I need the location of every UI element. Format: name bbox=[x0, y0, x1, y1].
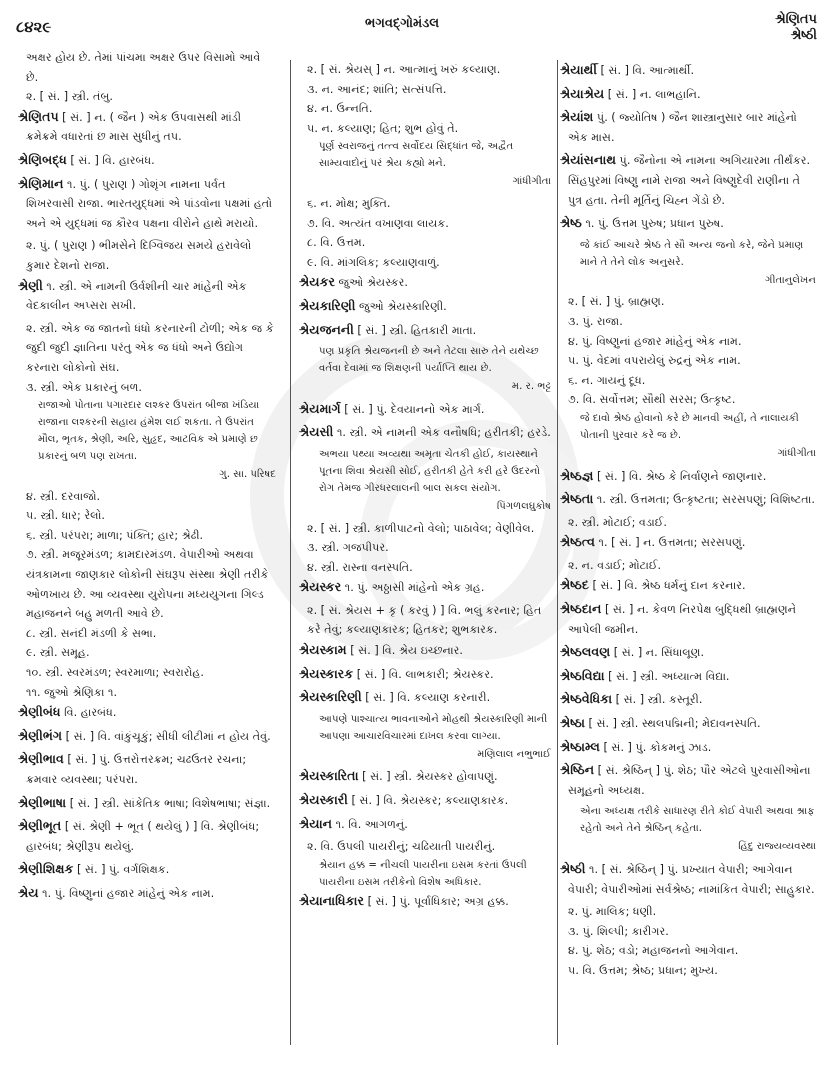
definition: ૧. સ્ત્રી. ઉત્તમતા; ઉત્કૃષ્ટતા; સરસપણું; વિશિષ્ટતા. bbox=[593, 493, 815, 507]
sub-sense: ૩. પું. શિલ્પી; કારીગર. bbox=[568, 924, 669, 938]
definition: [ સં. ] વિ. શ્રેય ઇચ્છનાર. bbox=[346, 644, 463, 658]
definition: ૧. પું. વિષ્ણુનાં હજાર માંહેનું એક નામ. bbox=[38, 886, 215, 900]
headword: શ્રેષ્ઠામ્લ bbox=[560, 738, 600, 754]
definition: [ સં. ] સ્ત્રી. અધ્યાત્મ વિદ્યા. bbox=[604, 669, 730, 683]
dictionary-entry bbox=[18, 726, 276, 747]
running-title: ભગવદ્ગોમંડલ bbox=[365, 16, 440, 31]
headword: શ્રેયાનાધિકાર bbox=[299, 892, 365, 908]
dictionary-entry bbox=[560, 689, 816, 710]
guide-word-first: શ્રેણિતપ bbox=[775, 12, 817, 27]
headword: શ્રેણિતપ bbox=[18, 108, 59, 124]
sub-sense: ૧૦. સ્ત્રી. સ્વરમંડળ; સ્વરમાળા; સ્વરારોહ. bbox=[26, 666, 204, 680]
sub-sense: ૨. [ સં. શ્રેયસ્ ] ન. આત્માનું ખરું કલ્યાણ. bbox=[307, 63, 501, 76]
definition: [ સં. ] પું. પૂર્વાધિકાર; અગ્ર હક્ક. bbox=[364, 894, 509, 908]
sub-sense: ૨. સ્ત્રી. એક જ જાતનો ધંધો કરનારની ટોળી; એક જ કે જુદી જુદી જ્ઞાતિના પરંતુ એક જ ધંધો અને ઉદ્યોગ કરનારા લોકોનો સંઘ. bbox=[26, 321, 274, 374]
definition: પું. જૈનોના એ નામના અગિયારમા તીર્થંકર. સિંહપુરમાં વિષ્ણુ નામે રાજા અને વિષ્ણુદેવી રાણીના તે પુત્ર હતા. તેની મૂર્તિનું ચિહ્ન ગેંડો છે. bbox=[568, 154, 811, 207]
dictionary-entry bbox=[299, 320, 551, 341]
definition: [ સં. ] વિ. લાભકારી; શ્રેયસ્કર. bbox=[353, 667, 494, 681]
sub-sense: ૮. વિ. ઉત્તમ. bbox=[307, 236, 366, 250]
dictionary-entry bbox=[560, 713, 816, 734]
headword: શ્રેષ્ઠદ bbox=[560, 577, 589, 593]
headword: શ્રેયાશ્રેય bbox=[560, 85, 605, 101]
dictionary-entry bbox=[299, 687, 551, 708]
dictionary-entry bbox=[560, 213, 816, 234]
column-right bbox=[560, 60, 816, 981]
sub-sense: ૨. પું. ( પુરાણ ) ભીમસેને દિગ્વિજય સમયે હરાવેલો કુમાર દેશનો રાજા. bbox=[26, 239, 252, 272]
guide-word-last: શ્રેષ્ઠી bbox=[790, 28, 817, 43]
dictionary-entry bbox=[299, 399, 551, 420]
headword: શ્રેયજનની bbox=[299, 321, 354, 337]
definition: [ સં. ] વિ. કલ્યાણ કરનારી. bbox=[361, 691, 491, 705]
headword: શ્રેયકારિણી bbox=[299, 297, 356, 313]
sub-sense: ૨. વિ. ઉપલી પાયરીનું; ચઢિયાતી પાયરીનું. bbox=[307, 840, 496, 854]
headword: શ્રેયાર્થી bbox=[560, 62, 597, 77]
dictionary-entry bbox=[560, 107, 816, 147]
sub-sense: ૫. ન. કલ્યાણ; હિત; શુભ હોવું તે. bbox=[307, 121, 459, 135]
headword: શ્રેષ્ઠતા bbox=[560, 491, 594, 507]
definition: [ સં. શ્રેષ્ઠિન્ ] પું. શેઠ; પૌર એટલે પુરવાસીઓના સમૂહનો અધ્યક્ષ. bbox=[568, 764, 811, 797]
dictionary-entry bbox=[18, 883, 276, 904]
dictionary-entry bbox=[299, 577, 551, 598]
headword: શ્રેણી bbox=[18, 277, 43, 293]
dictionary-entry bbox=[560, 737, 816, 758]
definition: [ સં. શ્રેણી + ભૂત ( થયેલું ) ] વિ. શ્રેણીબંધ; હારબંધ; શ્રેણીરૂપ થયેલું. bbox=[26, 820, 260, 853]
definition: [ સં. ] પું. ઉત્તરોત્તરક્રમ; ચઢઉતર રચના; ક્રમવાર વ્યવસ્થા; પરંપરા. bbox=[26, 753, 247, 786]
dictionary-entry bbox=[299, 891, 551, 912]
dictionary-entry bbox=[18, 150, 276, 171]
definition: [ સં. ] ન. સિંધાલૂણ. bbox=[610, 646, 705, 660]
definition: [ સં. ] ન. લાભહાનિ. bbox=[604, 87, 701, 101]
definition: ૧. [ સં. શ્રેષ્ઠિન્ ] પું. પ્રખ્યાત વેપારી; આગેવાન વેપારી; વેપારીઓમાં સર્વશ્રેષ્ઠ; નામાંકિત વેપારી; સાહુકાર. bbox=[568, 863, 815, 896]
definition: [ સં. ] ન. ( જૈન ) એક ઉપવાસથી માંડી ક્રમેક્રમે વધારતાં છ માસ સુધીનું તપ. bbox=[26, 110, 242, 144]
dictionary-entry bbox=[18, 749, 276, 789]
definition: ૧. પું. અઠ્ઠાસી માંહેનો એક ગ્રહ. bbox=[341, 581, 485, 595]
definition: [ સં. ] વિ. શ્રેષ્ઠ કે નિર્વાણને જાણનાર. bbox=[593, 469, 767, 483]
sub-sense: ૯. વિ. માંગલિક; કલ્યાણવાળું. bbox=[307, 255, 440, 269]
page-header bbox=[0, 6, 825, 46]
sub-sense: ૫. પું. વેદમાં વપરાયેલું રુદ્રનું એક નામ. bbox=[568, 354, 741, 368]
headword: શ્રેયસી bbox=[299, 424, 334, 440]
headword: શ્રેણીશિક્ષક bbox=[18, 861, 74, 877]
sub-sense: ૬. ન. મોક્ષ; મુક્તિ. bbox=[307, 196, 391, 210]
citation-source: ગાંધીગીતા bbox=[512, 176, 551, 188]
dictionary-entry bbox=[299, 296, 551, 317]
citation-source: મણિલાલ નભુભાઈ bbox=[477, 748, 551, 760]
definition: ૧. પું. ઉત્તમ પુરુષ; પ્રધાન પુરુષ. bbox=[581, 217, 724, 231]
definition: [ સં. ] પું. દેવયાનનો એક માર્ગ. bbox=[340, 402, 485, 416]
citation-source: ગાંધીગીતા bbox=[777, 447, 816, 459]
definition: વિ. હારબંધ. bbox=[60, 706, 117, 720]
headword: શ્રેયસ્કારિણી bbox=[299, 689, 362, 705]
dictionary-entry bbox=[560, 84, 816, 105]
sub-sense: ૫. વિ. ઉત્તમ; શ્રેષ્ઠ; પ્રધાન; મુખ્ય. bbox=[568, 963, 718, 977]
dictionary-entry bbox=[18, 816, 276, 856]
definition: [ સં. ] પું. કોકમનું ઝાડ. bbox=[599, 740, 712, 754]
citation-quote: પૂર્ણ સ્વરાજનું તત્ત્વ સર્વોદય સિદ્ધાંત જે, અદ્વૈત સામ્યવાદોનું પરં શ્રેય કહ્યો મને. bbox=[319, 141, 514, 170]
headword: શ્રેષ્ઠલવણ bbox=[560, 644, 611, 660]
headword: શ્રેણિબદ્ધ bbox=[18, 151, 67, 167]
citation-source: ગુ. સા. પરિષદ bbox=[219, 469, 276, 481]
definition: [ સં. ] સ્ત્રી. કસ્તૂરી. bbox=[612, 693, 703, 707]
sub-sense: ૪. ન. ઉન્નતિ. bbox=[307, 102, 373, 116]
headword: શ્રેયાંશ bbox=[560, 109, 594, 125]
headword: શ્રેયસ્કારી bbox=[299, 792, 348, 808]
dictionary-entry bbox=[18, 702, 276, 723]
definition: ૧. સ્ત્રી. એ નામની એક વનૌષધિ; હરીતકી; હરડે. bbox=[333, 426, 551, 440]
definition: [ સં. ] ન. કેવળ નિરપેક્ષ બુદ્ધિથી બ્રાહ્મણને આપેલી જમીન. bbox=[568, 603, 797, 636]
sub-sense: ૭. વિ. સર્વોત્તમ; સૌથી સરસ; ઉત્કૃષ્ટ. bbox=[568, 393, 736, 407]
sub-sense: ૨. પું. માલિક; ધણી. bbox=[568, 905, 657, 919]
dictionary-entry bbox=[560, 760, 816, 800]
headword: શ્રેષ્ઠવિદ્યા bbox=[560, 667, 605, 683]
dictionary-entry bbox=[18, 793, 276, 814]
citation-source: પિંગળલઘુકોષ bbox=[496, 500, 551, 512]
citation-quote: જે કાંઈ આચરે શ્રેષ્ઠ તે સૌ અન્ય જનો કરે, જેને પ્રમાણ માને તે તેને લોક અનુસરે. bbox=[580, 239, 804, 268]
citation-quote: અભયા પથ્યા અવ્યથા અમૃતા ચેતકી હોઈ, કાયસ્થાને પૂતના શિવા શ્રેયસી સોઈ, હરીતકી હેતે કરી હરે ઉદરનો રોગ તેમજ ગીરધરલાલની બાલ સકલ સંયોગ. bbox=[319, 448, 541, 494]
sub-sense: અક્ષર હોય છે. તેમાં પાંચમા અક્ષર ઉપર વિસામો આવે છે. bbox=[26, 51, 261, 84]
dictionary-entry bbox=[560, 859, 816, 899]
definition: ૧. [ સં. ] ન. ઉત્તમતા; સરસપણું. bbox=[595, 536, 746, 550]
definition: [ સં. ] વિ. આત્માર્થી. bbox=[596, 64, 695, 77]
dictionary-entry bbox=[18, 174, 276, 234]
headword: શ્રેય bbox=[18, 884, 39, 900]
dictionary-entry bbox=[560, 532, 816, 553]
dictionary-entry bbox=[18, 107, 276, 147]
definition: જુઓ શ્રેયસ્કારિણી. bbox=[355, 299, 447, 313]
headword: શ્રેયમાર્ગ bbox=[299, 400, 341, 416]
sub-sense: ૮. સ્ત્રી. સનંદી મંડળી કે સભા. bbox=[26, 626, 157, 640]
definition: [ સં. ] વિ. વાંકુંચૂકું; સીધી લીટીમાં ન હોય તેવું. bbox=[62, 729, 271, 743]
headword: શ્રેણિમાન bbox=[18, 175, 64, 191]
definition: [ સં. ] પું. વર્ગશિક્ષક. bbox=[73, 863, 170, 877]
page-number: ૮૪૨૯ bbox=[16, 18, 52, 36]
headword: શ્રેયકર bbox=[299, 274, 335, 290]
citation-source: મ. ર. ભટ્ટ bbox=[511, 381, 551, 393]
sub-sense: ૩. સ્ત્રી. ગજપીપર. bbox=[307, 541, 389, 555]
sub-sense: ૯. સ્ત્રી. સમૂહ. bbox=[26, 646, 90, 660]
definition: [ સં. ] વિ. શ્રેયસ્કર; કલ્યાણકારક. bbox=[347, 794, 509, 808]
sub-sense: ૩. પું. રાજા. bbox=[568, 314, 623, 328]
dictionary-entry bbox=[560, 599, 816, 639]
sub-sense: ૪. પું. વિષ્ણુનાં હજાર માંહેનું એક નામ. bbox=[568, 334, 742, 348]
dictionary-entry bbox=[299, 766, 551, 787]
definition: ૧. સ્ત્રી. એ નામની ઉર્વશીની ચાર માંહેની એક વેદકાલીન અપ્સરા સખી. bbox=[26, 279, 247, 313]
sub-sense: ૬. સ્ત્રી. પરંપરા; માળા; પંક્તિ; હાર; શ્રેઢી. bbox=[26, 528, 204, 542]
headword: શ્રેયાંસનાથ bbox=[560, 152, 616, 168]
headword: શ્રેયસ્કારિતા bbox=[299, 768, 359, 784]
definition: [ સં. ] વિ. શ્રેષ્ઠ ધર્મનું દાન કરનાર. bbox=[588, 579, 746, 593]
column-left bbox=[18, 48, 276, 907]
definition: પું. ( જ્યોતિષ ) જૈન શાસ્ત્રાનુસાર બાર માંહેનો એક માસ. bbox=[568, 111, 797, 144]
dictionary-entry bbox=[18, 276, 276, 316]
dictionary-entry bbox=[299, 814, 551, 835]
headword: શ્રેણીભાવ bbox=[18, 751, 64, 767]
column-middle bbox=[290, 60, 558, 1045]
citation-quote: રાજાઓ પોતાના પગારદાર લશ્કર ઉપરાંત બીજા ખંડિયા રાજાના લશ્કરની સહાય હંમેશ લઈ શકતા. તે ઉપરાંત મૌલ, ભૃતક, શ્રેણી, અરિ, સુહૃદ, આટવિક એ પ્રમાણે છ પ્રકારનું બળ પણ રાખતા. bbox=[38, 400, 260, 463]
dictionary-entry bbox=[299, 664, 551, 685]
headword: શ્રેણીબંધ bbox=[18, 704, 61, 720]
headword: શ્રેષ્ઠી bbox=[560, 861, 586, 876]
dictionary-entry bbox=[299, 422, 551, 443]
sub-sense: ૪. પું. શેઠ; વડો; મહાજનનો આગેવાન. bbox=[568, 944, 739, 958]
headword: શ્રેષ્ઠ bbox=[560, 215, 582, 231]
sub-sense: ૩. સ્ત્રી. એક પ્રકારનું બળ. bbox=[26, 380, 142, 394]
headword: શ્રેષ્ઠદાન bbox=[560, 601, 602, 617]
dictionary-entry bbox=[299, 640, 551, 661]
sub-sense: ૭. સ્ત્રી. મજૂરમંડળ; કામદારમંડળ. વેપારીઓ અથવા યંત્રકામના જાણકાર લોકોની સંઘરૂપ સંસ્થા શ્રેણી તરીકે ઓળખાય છે. આ વ્યવસ્થા યુરોપના મધ્યયુગના ગિલ્ડ મહાજનને બહુ મળતી આવે છે. bbox=[26, 548, 269, 621]
definition: [ સં. ] સ્ત્રી. હિતકારી માતા. bbox=[353, 323, 477, 337]
sub-sense: ૫. સ્ત્રી. ધાર; રેલો. bbox=[26, 509, 105, 523]
sub-sense: ૭. વિ. અત્યંત વખાણવા લાયક. bbox=[307, 216, 449, 230]
sub-sense: ૨. સ્ત્રી. મોટાઈ; વડાઈ. bbox=[568, 515, 667, 529]
headword: શ્રેષ્ઠવેધિકા bbox=[560, 691, 613, 707]
sub-sense: ૨. [ સં. શ્રેયસ + કૃ ( કરવું ) ] વિ. ભલું કરનાર; હિત કરે તેવું; કલ્યાણકારક; હિતકર; શુભકારક. bbox=[307, 603, 542, 637]
sub-sense: ૬. ન. ગાયનું દૂધ. bbox=[568, 373, 646, 387]
headword: શ્રેષ્ઠા bbox=[560, 715, 585, 731]
citation-quote: શ્રેયાન હક્ક = નીચલી પાયરીના ઇસમ કરતાં ઉપલી પાયરીના ઇસમ તરીકેનો વિશેષ અધિકાર. bbox=[319, 859, 527, 888]
headword: શ્રેયસ્કામ bbox=[299, 642, 347, 658]
dictionary-entry bbox=[560, 666, 816, 687]
citation-quote: પણ પ્રકૃતિ શ્રેયજનની છે અને તેટલા સારુ તેને યથેચ્છ વર્તવા દેવામાં જ શિક્ષણની પર્યાપ્તિ થાય છે. bbox=[319, 346, 539, 375]
headword: શ્રેયસ્કારક bbox=[299, 665, 354, 681]
dictionary-entry bbox=[560, 60, 816, 81]
citation-source: હિંદુ રાજ્યવ્યવસ્થા bbox=[738, 841, 816, 853]
dictionary-entry bbox=[560, 466, 816, 487]
citation-source: ગીતાનુલેખન bbox=[765, 274, 816, 286]
definition: [ સં. ] વિ. હારબંધ. bbox=[66, 153, 155, 167]
sub-sense: ૪. સ્ત્રી. દરવાજો. bbox=[26, 489, 101, 503]
dictionary-entry bbox=[560, 642, 816, 663]
sub-sense: ૨. ન. વડાઈ; મોટાઈ. bbox=[568, 558, 662, 572]
citation-quote: આપણે પાશ્ચાત્ય ભાવનાઓને મોહથી શ્રેયસ્કારિણી માની આપણા આચારવિચારમાં દાખલ કરવા લાગ્યા. bbox=[319, 713, 548, 742]
sub-sense: ૩. ન. આનંદ; શાંતિ; સત્સંપત્તિ. bbox=[307, 82, 447, 96]
dictionary-entry bbox=[560, 150, 816, 210]
headword: શ્રેયાન bbox=[299, 815, 333, 831]
dictionary-entry bbox=[299, 272, 551, 293]
headword: શ્રેયસ્કર bbox=[299, 579, 342, 595]
sub-sense: ૨. [ સં. ] પું. બ્રાહ્મણ. bbox=[568, 295, 665, 309]
headword: શ્રેણીભાષા bbox=[18, 794, 67, 810]
definition: ૧. પું. ( પુરાણ ) ગોશૃંગ નામના પર્વત શિખરવાસી રાજા. ભારતયુદ્ધમાં એ પાંડવોના પક્ષમાં હતો અને એ યુદ્ધમાં જ કૌરવ પક્ષના વીરોને હાથે મરાયો. bbox=[26, 177, 272, 230]
guide-words bbox=[775, 12, 817, 44]
definition: ૧. વિ. આગળનું. bbox=[332, 817, 408, 831]
sub-sense: ૧૧. જુઓ શ્રેણિકા ૧. bbox=[26, 685, 118, 699]
dictionary-entry bbox=[560, 489, 816, 510]
headword: શ્રેષ્ઠિન bbox=[560, 762, 595, 778]
citation-quote: જે દાવો શ્રેષ્ઠ હોવાનો કરે છે માનવી અહીં, તે નાલાયકી પોતાની પુરવાર કરે જ છે. bbox=[580, 412, 799, 441]
dictionary-entry bbox=[560, 575, 816, 596]
headword: શ્રેષ્ઠત્વ bbox=[560, 534, 595, 550]
definition: [ સં. ] સ્ત્રી. શ્રેયસ્કર હોવાપણું. bbox=[358, 770, 498, 784]
sub-sense: ૨. [ સં. ] સ્ત્રી. કાળીપાટનો વેલો; પાઠાવેલ; વેણીવેલ. bbox=[307, 521, 535, 535]
headword: શ્રેણીભૂત bbox=[18, 818, 62, 834]
dictionary-entry bbox=[18, 859, 276, 880]
headword: શ્રેષ્ઠજ્ઞ bbox=[560, 467, 594, 483]
sub-sense: ૪. સ્ત્રી. રાસ્ના વનસ્પતિ. bbox=[307, 560, 413, 574]
dictionary-entry bbox=[299, 790, 551, 811]
headword: શ્રેણીભંગ bbox=[18, 727, 63, 743]
definition: જુઓ શ્રેયસ્કર. bbox=[334, 276, 408, 290]
sub-sense: ૨. [ સં. ] સ્ત્રી. તંબુ. bbox=[26, 90, 113, 104]
citation-quote: એના અધ્યક્ષ તરીકે સાધારણ રીતે કોઈ વેપારી અથવા શ્રાફ રહેતો અને તેને શ્રેષ્ઠિન્ કહેતા. bbox=[580, 806, 815, 835]
definition: [ સં. ] સ્ત્રી. સ્થલપદ્મિની; મેદાવનસ્પતિ. bbox=[584, 717, 761, 731]
definition: [ સં. ] સ્ત્રી. સાંકેતિક ભાષા; વિશેષભાષા; સંજ્ઞા. bbox=[66, 796, 271, 810]
